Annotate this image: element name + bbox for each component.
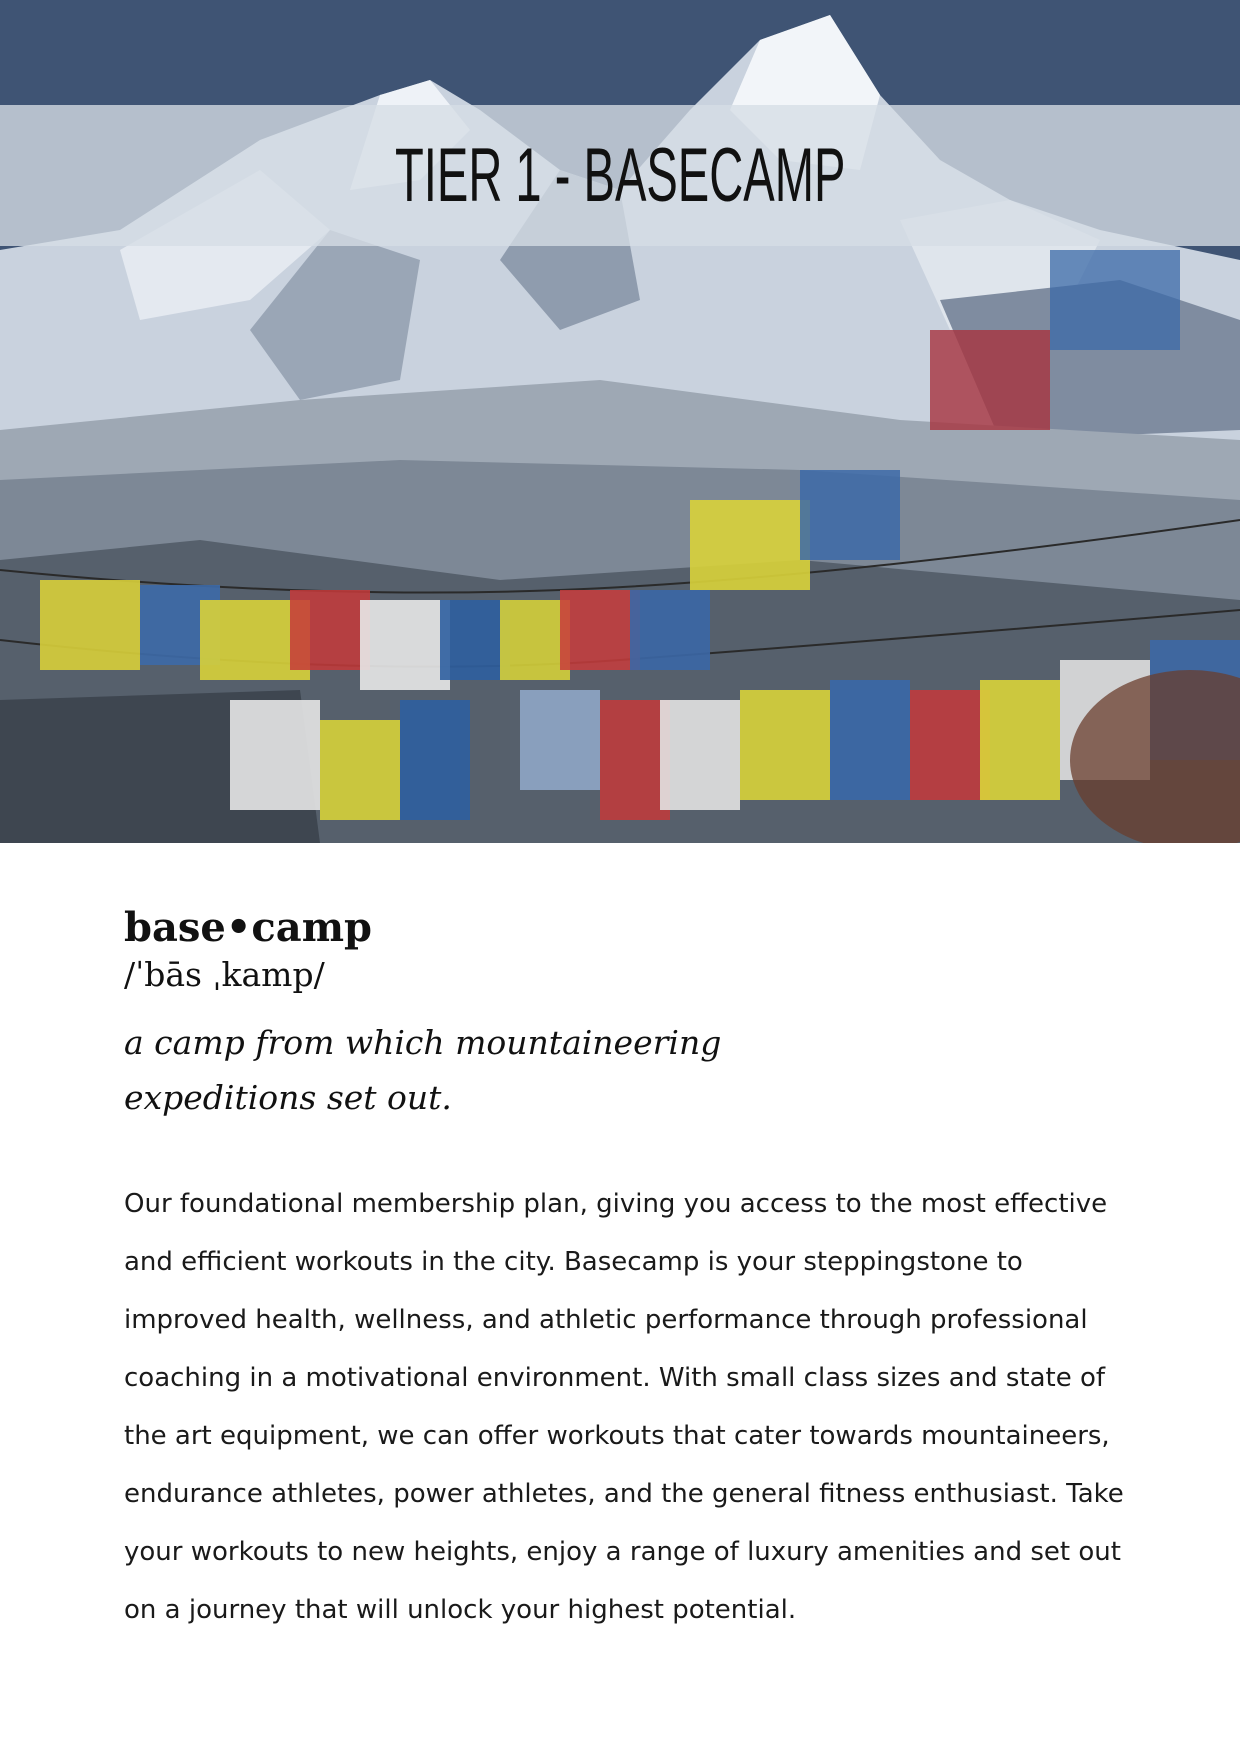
definition-pronunciation: /ˈbās ˌkamp/ (124, 955, 325, 994)
definition-headword: base•camp (124, 904, 372, 951)
page-title: TIER 1 - BASECAMP (394, 132, 846, 218)
description-paragraph: Our foundational membership plan, giving you access to the most effective and efficient workouts in the city. Basecamp is your steppingstone to improved health, wellness, and athletic performance through professional coaching in a motivational environment. With small class sizes and state of the art equipment, we can offer workouts that cater towards mountaineers, endurance athletes, power athletes, and the general fitness enthusiast. Take your workouts to new heights, enjoy a range of luxury amenities and set out on a journey that will unlock your highest potential. (124, 1189, 1124, 1626)
content-section (124, 904, 1124, 1639)
hero-image (0, 0, 1240, 843)
definition-meaning: a camp from which mountaineering expeditions set out. (124, 1023, 722, 1118)
title-band (0, 105, 1240, 246)
